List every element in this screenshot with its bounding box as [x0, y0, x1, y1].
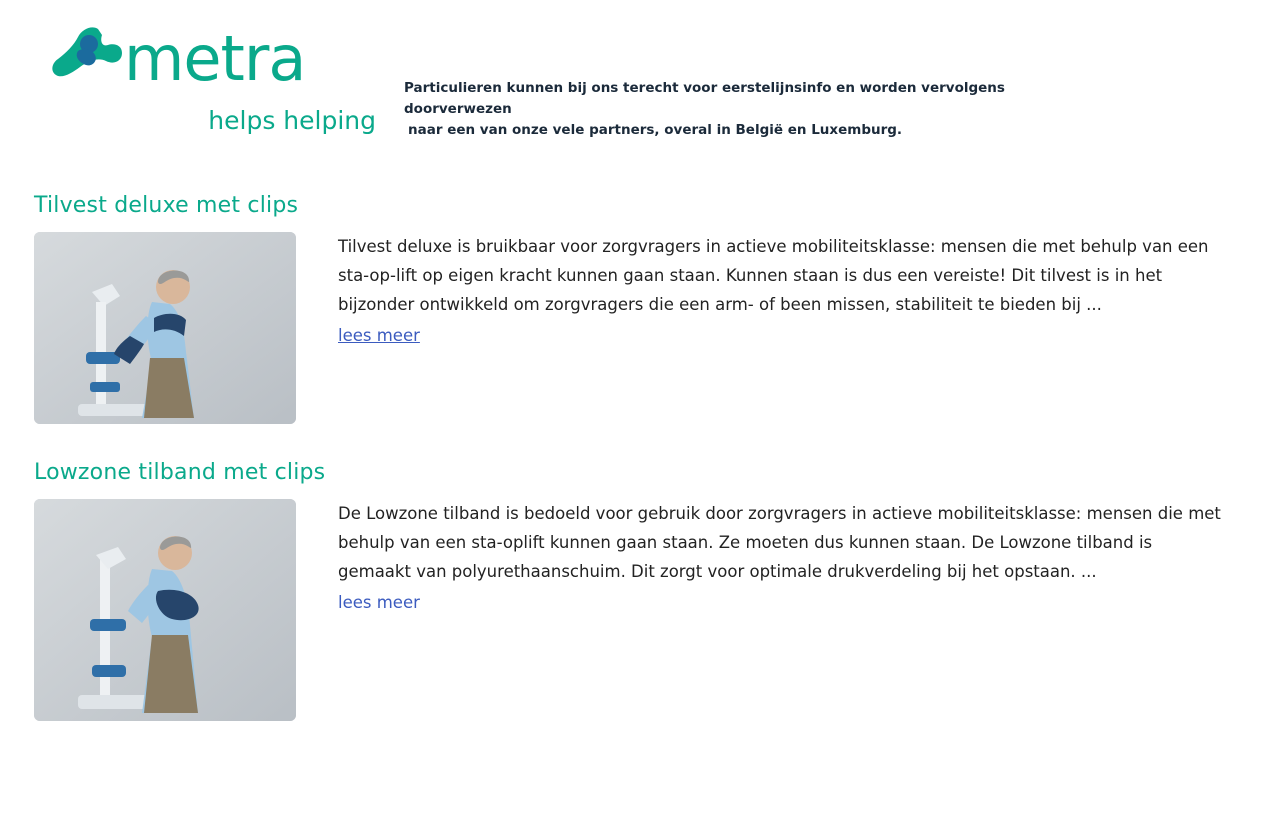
- product-image[interactable]: [34, 232, 296, 424]
- logo-wordmark: metra: [124, 22, 306, 95]
- read-more-link[interactable]: lees meer: [338, 326, 420, 345]
- logo-tagline: helps helping: [208, 106, 376, 135]
- product-description: Tilvest deluxe is bruikbaar voor zorgvragers in actieve mobiliteitsklasse: mensen die met behulp van een sta-op-lift op eigen kracht kunnen gaan staan. Kunnen staan is dus een vereiste! Dit tilvest is in het bijzonder ontwikkeld om zorgvragers die een arm- of been missen, stabiliteit te bieden bij ...: [338, 237, 1209, 314]
- header-intro-text: [404, 78, 1084, 141]
- product-image[interactable]: [34, 499, 296, 721]
- product-description: De Lowzone tilband is bedoeld voor gebruik door zorgvragers in actieve mobiliteitsklasse: mensen die met behulp van een sta-oplift kunnen gaan staan. Ze moeten dus kunnen staan. De Lowzone tilband is gemaakt van polyurethaanschuim. Dit zorgt voor optimale drukverdeling bij het opstaan. ...: [338, 504, 1221, 581]
- product-title[interactable]: Tilvest deluxe met clips: [34, 193, 299, 218]
- list-item: [34, 193, 1268, 424]
- product-list: [0, 193, 1268, 721]
- header-intro-line-1: Particulieren kunnen bij ons terecht voor eerstelijnsinfo en worden vervolgens doorverwezen: [404, 80, 1005, 117]
- product-description-block: [338, 499, 1223, 617]
- header-intro-line-2: naar een van onze vele partners, overal in België en Luxemburg.: [408, 122, 903, 138]
- read-more-link[interactable]: lees meer: [338, 593, 420, 612]
- list-item: [34, 460, 1268, 721]
- page-header: [0, 0, 1268, 141]
- logo-row: [48, 18, 378, 100]
- product-body: [34, 232, 1268, 424]
- site-logo[interactable]: [48, 18, 378, 135]
- product-body: [34, 499, 1268, 721]
- product-title[interactable]: Lowzone tilband met clips: [34, 460, 326, 485]
- product-description-block: [338, 232, 1223, 350]
- person-leaping-icon: [48, 23, 126, 95]
